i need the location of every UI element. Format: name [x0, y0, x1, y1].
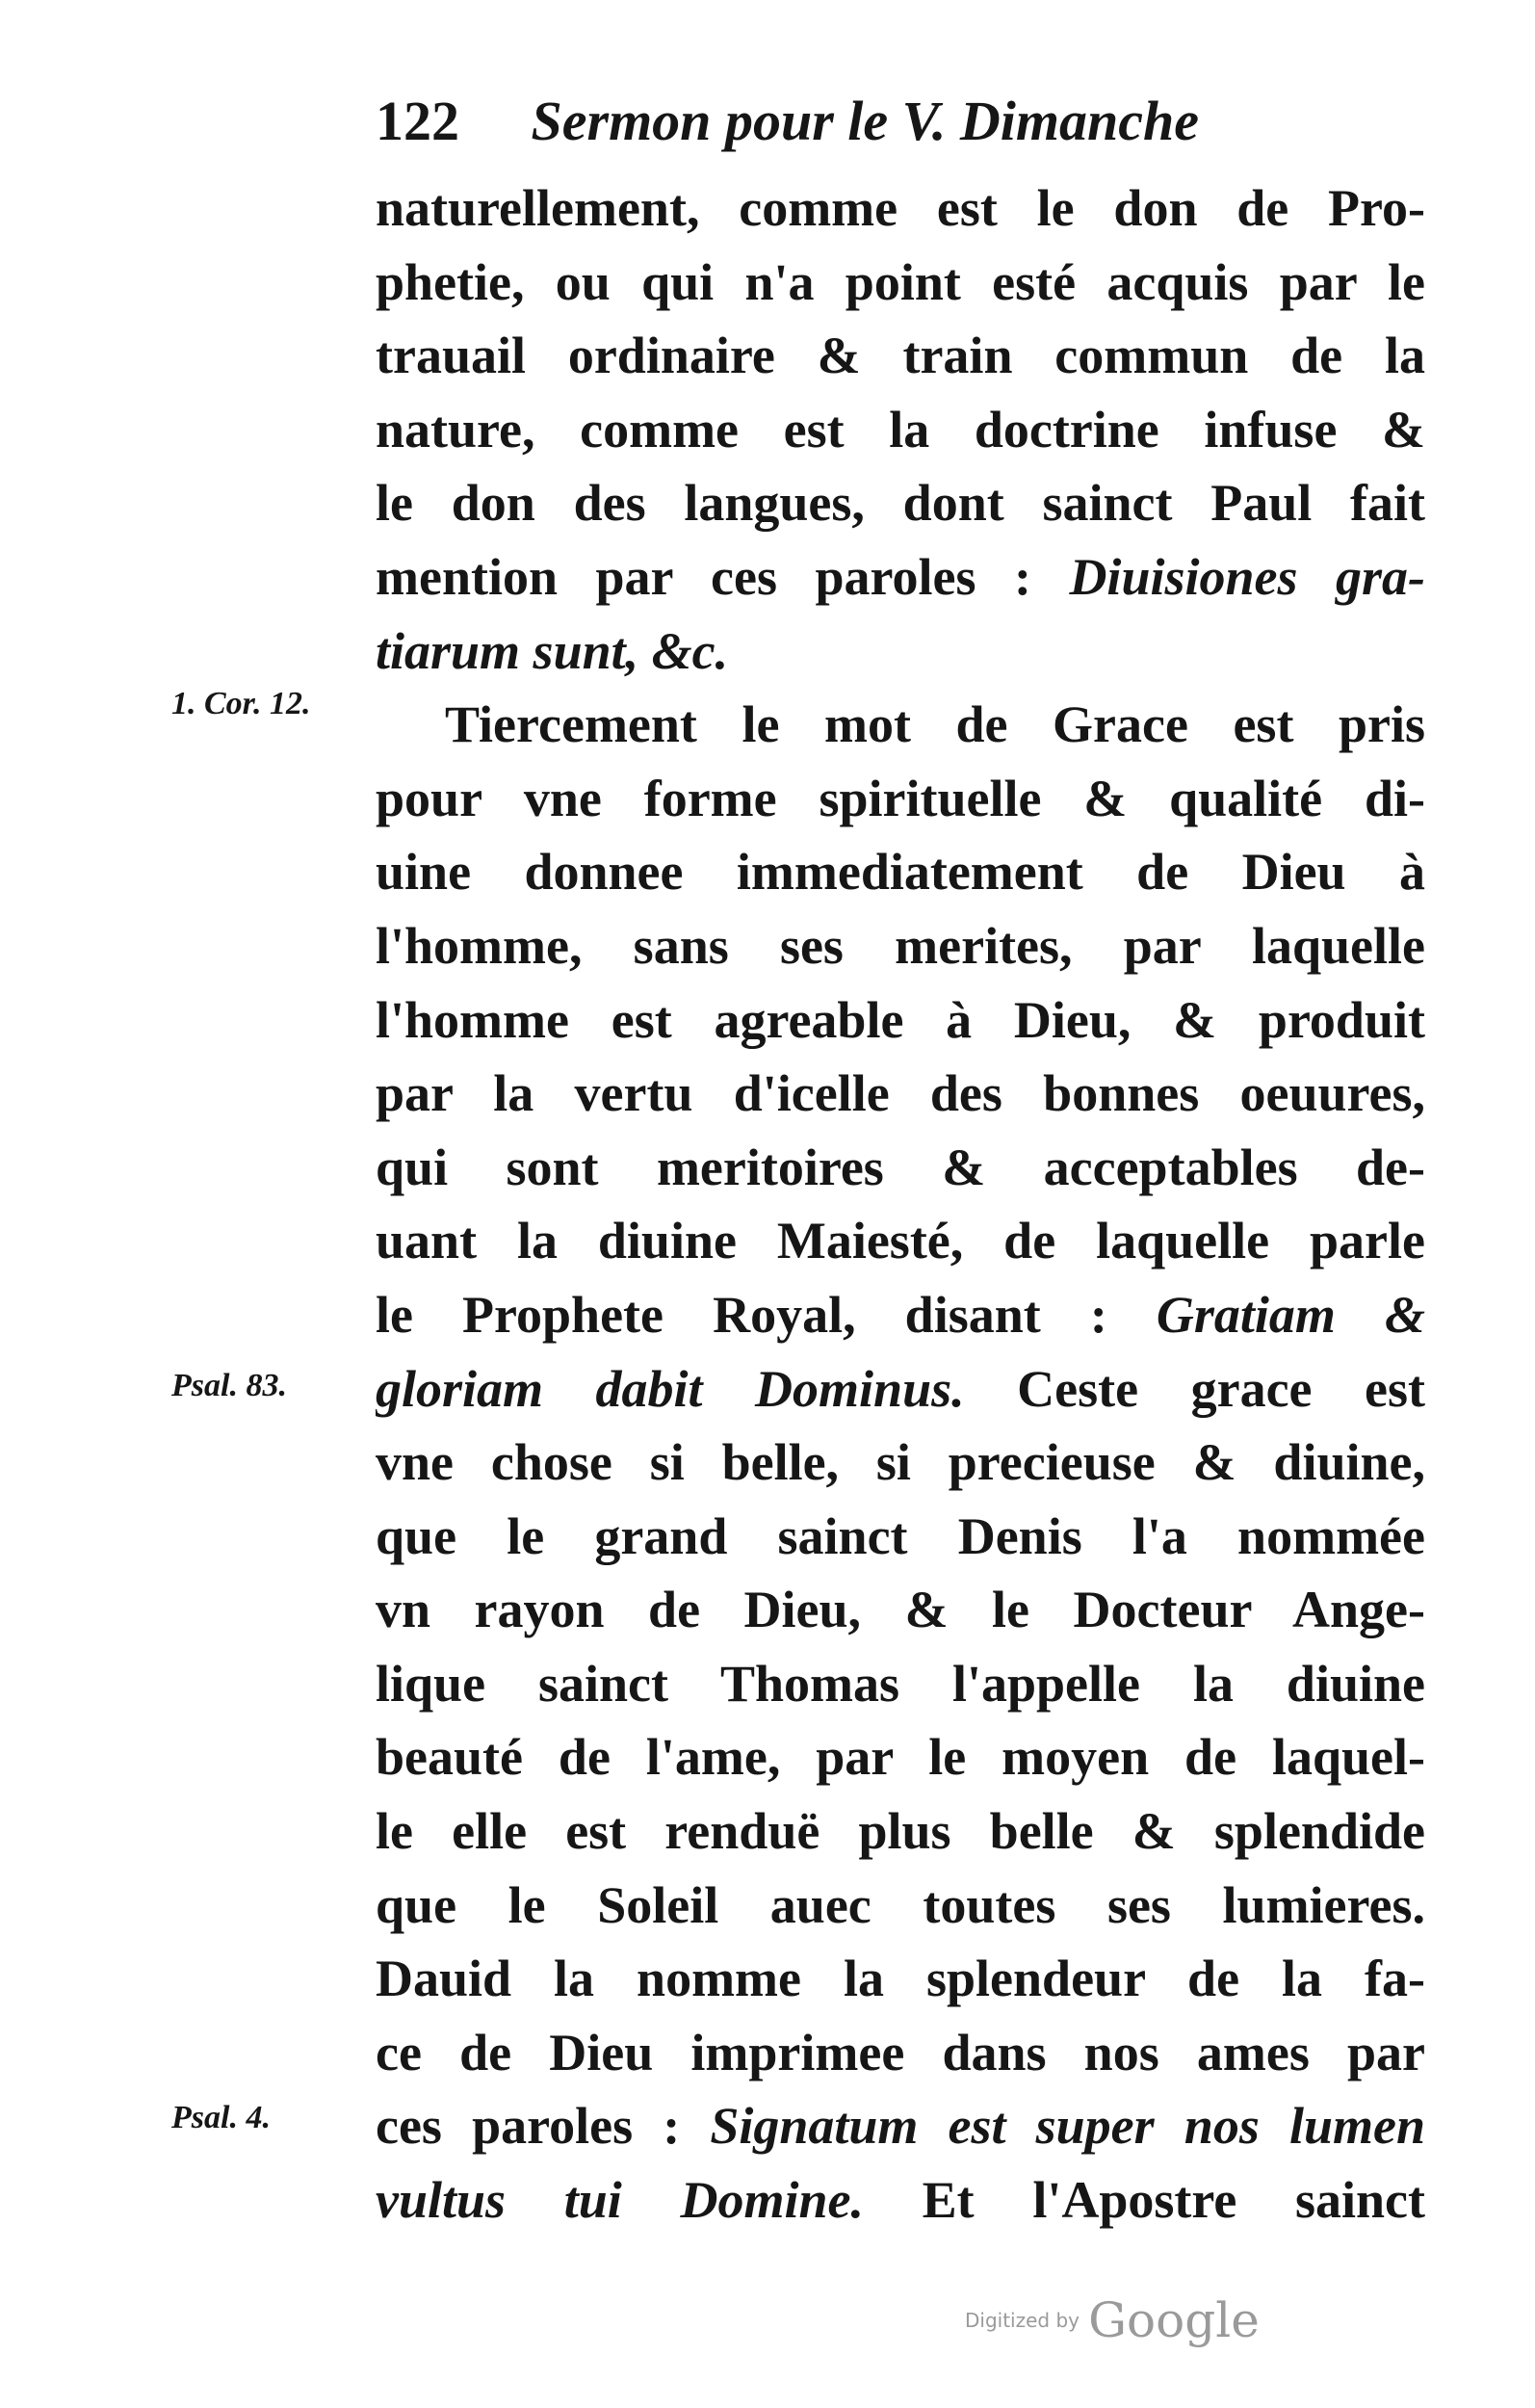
text-line — [376, 393, 1425, 467]
text-line — [376, 835, 1425, 909]
text-segment: l'homme est agreable à Dieu, & produit — [376, 990, 1425, 1049]
text-line — [376, 1942, 1425, 2016]
text-line — [376, 1057, 1425, 1131]
text-segment: Et l'Apostre sainct — [863, 2171, 1425, 2230]
latin-quotation: Gratiam & — [1156, 1285, 1425, 1344]
page-number: 122 — [376, 90, 459, 152]
text-line — [376, 1869, 1425, 1943]
text-line — [376, 319, 1425, 393]
margin-note-psal-83: Psal. 83. — [171, 1368, 287, 1403]
watermark-prefix: Digitized by — [965, 2309, 1080, 2332]
text-segment: lique sainct Thomas l'appelle la diuine — [376, 1654, 1425, 1713]
text-line — [376, 1500, 1425, 1574]
running-title: Sermon pour le V. Dimanche — [531, 90, 1199, 152]
text-line — [376, 1278, 1425, 1352]
text-segment: vn rayon de Dieu, & le Docteur Ange- — [376, 1581, 1425, 1639]
text-line — [376, 2016, 1425, 2090]
text-segment: pour vne forme spirituelle & qualité di- — [376, 769, 1425, 827]
text-segment: beauté de l'ame, par le moyen de laquel- — [376, 1728, 1425, 1787]
text-line — [376, 1794, 1425, 1869]
text-segment: uant la diuine Maiesté, de laquelle parle — [376, 1212, 1425, 1270]
text-segment: mention par ces paroles : — [376, 547, 1070, 606]
text-segment: phetie, ou qui n'a point esté acquis par le — [376, 252, 1425, 311]
margin-note-1-cor-12: 1. Cor. 12. — [171, 686, 311, 721]
text-line — [376, 2089, 1425, 2163]
text-segment: Ceste grace est — [964, 1359, 1425, 1418]
text-segment: le elle est renduë plus belle & splendide — [376, 1802, 1425, 1861]
text-segment: uine donnee immediatement de Dieu à — [376, 843, 1425, 902]
text-segment: le Prophete Royal, disant : — [376, 1285, 1157, 1344]
text-line — [376, 540, 1425, 615]
text-segment: vne chose si belle, si precieuse & diuine, — [376, 1433, 1425, 1492]
text-line — [376, 1647, 1425, 1721]
text-line — [376, 2163, 1425, 2238]
latin-quotation: Diuisiones gra- — [1069, 547, 1425, 606]
latin-quotation: Signatum est super nos lumen — [710, 2097, 1425, 2156]
text-line — [376, 1426, 1425, 1500]
text-line — [376, 466, 1425, 540]
body-text — [376, 171, 1425, 2238]
text-line — [376, 615, 1425, 689]
text-segment: l'homme, sans ses merites, par laquelle — [376, 916, 1425, 975]
text-line — [376, 1131, 1425, 1205]
text-segment: nature, comme est la doctrine infuse & — [376, 400, 1425, 458]
text-line — [376, 1204, 1425, 1278]
digitized-by-google-watermark — [965, 2292, 1312, 2350]
text-line — [376, 688, 1425, 762]
text-segment: le don des langues, dont sainct Paul fait — [376, 474, 1425, 533]
text-line — [376, 983, 1425, 1058]
text-line — [376, 1720, 1425, 1794]
text-line — [376, 909, 1425, 983]
text-segment: qui sont meritoires & acceptables de- — [376, 1138, 1425, 1196]
latin-quotation: gloriam dabit Dominus. — [376, 1359, 965, 1418]
margin-note-psal-4: Psal. 4. — [171, 2100, 271, 2135]
latin-quotation: vultus tui Domine. — [376, 2171, 864, 2230]
running-head — [376, 89, 1435, 175]
text-segment: ce de Dieu imprimee dans nos ames par — [376, 2023, 1425, 2081]
text-line — [376, 246, 1425, 320]
text-segment: que le grand sainct Denis l'a nommée — [376, 1506, 1425, 1565]
text-line — [376, 762, 1425, 836]
text-line — [376, 1573, 1425, 1647]
text-segment: Tiercement le mot de Grace est pris — [445, 695, 1425, 754]
text-segment: naturellement, comme est le don de Pro- — [376, 179, 1425, 237]
text-segment: ces paroles : — [376, 2097, 711, 2156]
text-line — [376, 1352, 1425, 1426]
latin-quotation: tiarum sunt, &c. — [376, 621, 729, 680]
text-line — [376, 171, 1425, 246]
text-segment: que le Soleil auec toutes ses lumieres. — [376, 1875, 1425, 1934]
text-segment: par la vertu d'icelle des bonnes oeuures, — [376, 1064, 1425, 1123]
google-logo: Google — [1088, 2292, 1260, 2348]
text-segment: Dauid la nomme la splendeur de la fa- — [376, 1950, 1425, 2008]
text-segment: trauail ordinaire & train commun de la — [376, 327, 1425, 385]
